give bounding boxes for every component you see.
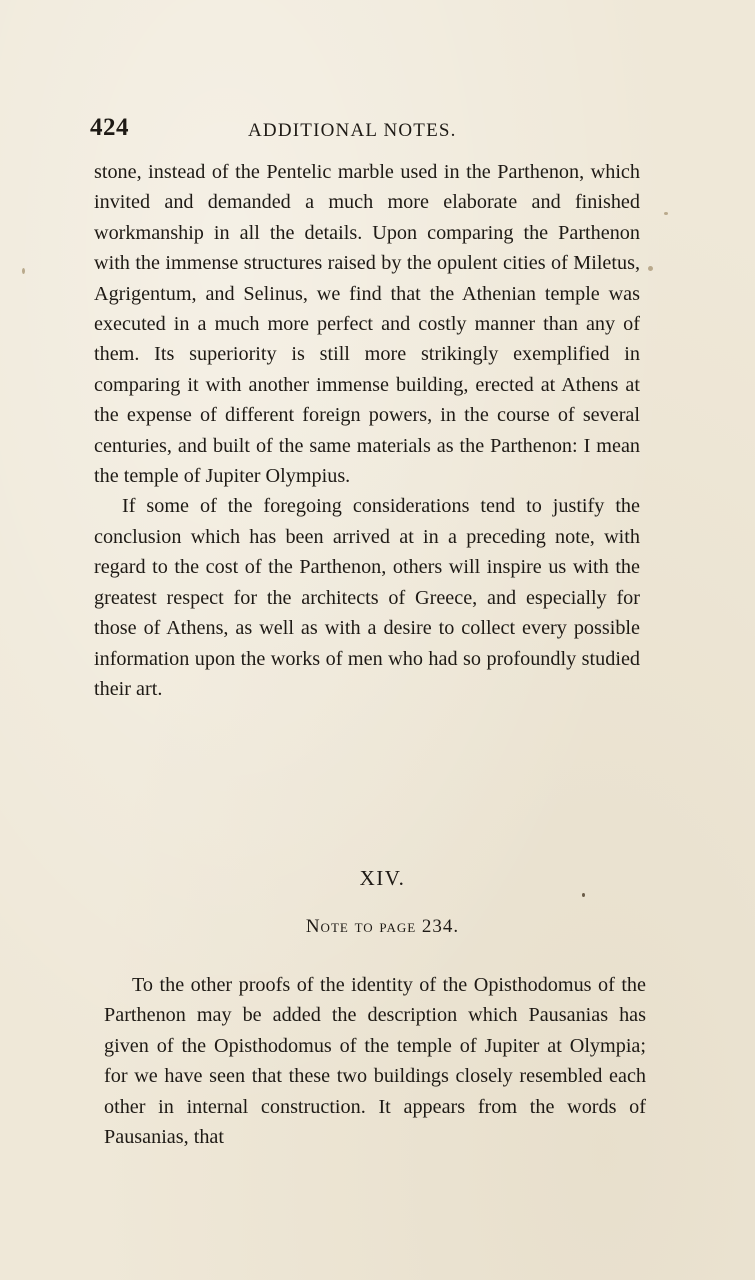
paragraph-conclusion: If some of the foregoing considerations tend to justify the conclusion which has been arrived at in a preceding note, with regard to the cost of the Parthenon, others will inspire us with the greatest respect for the architects of Greece, and especially for those of Athens, as well as with a desire to collect every possible information upon the works of men who had so profoundly studied their art. (94, 495, 640, 700)
main-text (94, 157, 640, 704)
page-header (90, 114, 650, 150)
section-number: XIV. (359, 866, 406, 890)
page-number: 424 (90, 114, 129, 141)
running-head: ADDITIONAL NOTES. (248, 120, 457, 141)
paper-speck (648, 266, 653, 271)
section-text (104, 970, 646, 1152)
paragraph-continuation: stone, instead of the Pentelic marble used in the Parthenon, which invited and demanded a much more elaborate and finished workmanship in all the details. Upon comparing the Parthenon with the immense structures raised by the opulent cities of Miletus, Agrigentum, and Selinus, we find that the Athenian temple was executed in a much more perfect and costly manner than any of them. Its superiority is still more strikingly exemplified in comparing it with another immense building, erected at Athens at the expense of different foreign powers, in the course of several centuries, and built of the same materials as the Parthenon: I mean the temple of Jupiter Olympius. (94, 161, 640, 488)
paper-speck (582, 893, 585, 897)
paper-speck (22, 268, 25, 274)
section-paragraph: To the other proofs of the identity of the Opisthodomus of the Parthenon may be added the description which Pausanias has given of the Opisthodomus of the temple of Jupiter at Olympia; for we have seen that these two buildings closely resembled each other in internal construction. It appears from the words of Pausanias, that (104, 974, 646, 1149)
paper-speck (664, 212, 668, 215)
section-note-heading: Note to page 234. (305, 916, 460, 937)
